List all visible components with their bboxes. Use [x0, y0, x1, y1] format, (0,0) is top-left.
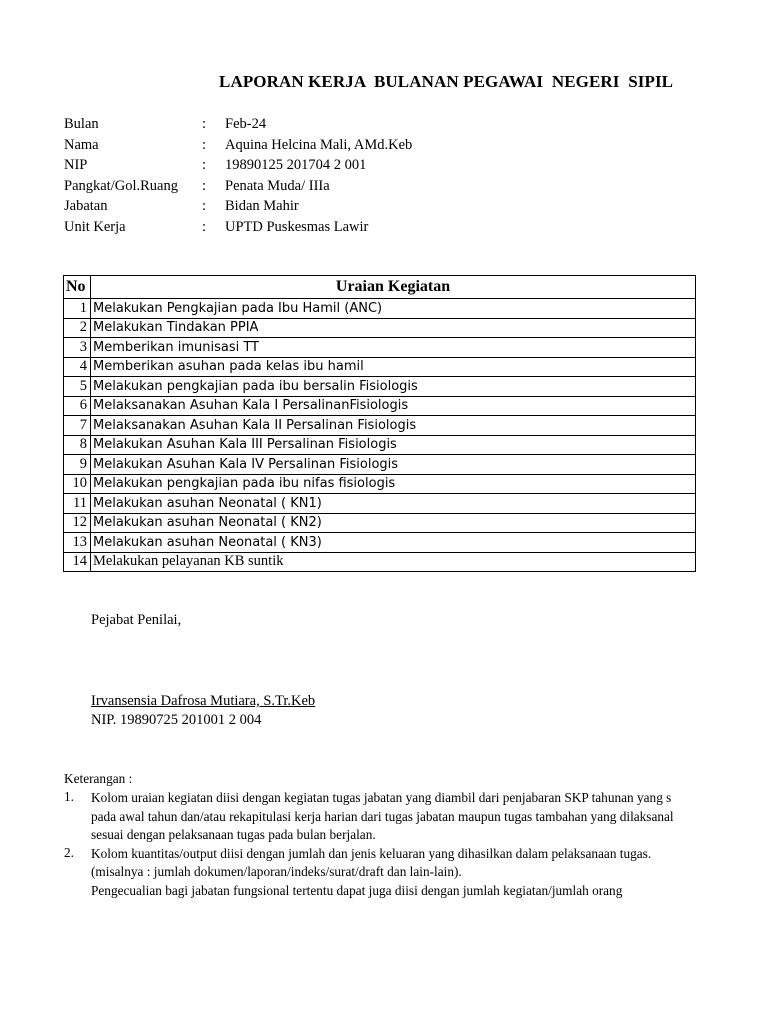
table-row: [64, 494, 696, 514]
note-item: [64, 789, 698, 845]
table-row: [64, 533, 696, 553]
row-description: Melakukan Asuhan Kala III Persalinan Fisiologis: [91, 435, 696, 455]
note-line: (misalnya : jumlah dokumen/laporan/indeks/surat/draft dan lain-lain).: [91, 864, 462, 879]
row-description: Melakukan Pengkajian pada Ibu Hamil (ANC): [91, 299, 696, 319]
note-line: Pengecualian bagi jabatan fungsional tertentu dapat juga diisi dengan jumlah kegiatan/jumlah orang: [91, 882, 623, 898]
row-number: 8: [64, 435, 91, 455]
row-description: Melakukan asuhan Neonatal ( KN2): [91, 513, 696, 533]
row-number: 1: [64, 299, 91, 319]
note-line: Kolom kuantitas/output diisi dengan jumlah dan jenis keluaran yang dihasilkan dalam pelaksanaan tugas.: [91, 845, 652, 861]
row-description: Melakukan pengkajian pada ibu bersalin Fisiologis: [91, 377, 696, 397]
row-number: 12: [64, 513, 91, 533]
table-row: [64, 299, 696, 319]
info-label: Nama: [64, 136, 99, 153]
table-row: [64, 474, 696, 494]
row-description: Melakukan pelayanan KB suntik: [91, 552, 696, 572]
signatory-nip: NIP. 19890725 201001 2 004: [91, 712, 262, 728]
info-value: UPTD Puskesmas Lawir: [225, 218, 369, 235]
table-row: [64, 416, 696, 436]
row-description: Melaksanakan Asuhan Kala II Persalinan Fisiologis: [91, 416, 696, 436]
table-row: [64, 552, 696, 572]
row-number: 11: [64, 494, 91, 514]
table-header-row: [64, 276, 696, 299]
activity-table: [63, 275, 696, 572]
notes-heading: Keterangan :: [64, 771, 133, 786]
row-number: 6: [64, 396, 91, 416]
row-number: 7: [64, 416, 91, 436]
row-description: Melakukan pengkajian pada ibu nifas fisiologis: [91, 474, 696, 494]
note-line: sesuai dengan pelaksanaan tugas pada bulan berjalan.: [91, 827, 376, 842]
info-label: Unit Kerja: [64, 218, 126, 235]
row-description: Memberikan asuhan pada kelas ibu hamil: [91, 357, 696, 377]
info-colon: :: [202, 136, 207, 153]
info-colon: :: [202, 116, 207, 132]
notes-section: [64, 769, 698, 900]
note-item: [64, 845, 698, 901]
row-description: Melaksanakan Asuhan Kala I PersalinanFisiologis: [91, 396, 696, 416]
table-row: [64, 318, 696, 338]
info-value: 19890125 201704 2 001: [225, 157, 367, 173]
table-row: [64, 435, 696, 455]
table-row: [64, 357, 696, 377]
info-label: Bulan: [64, 116, 99, 132]
row-number: 13: [64, 533, 91, 553]
note-line: pada awal tahun dan/atau rekapitulasi kerja harian dari tugas jabatan maupun tugas tambahan yang dilaksanal: [91, 808, 674, 824]
row-number: 3: [64, 338, 91, 358]
table-row: [64, 455, 696, 475]
info-colon: :: [202, 157, 207, 173]
info-value: Feb-24: [225, 116, 267, 132]
note-text: [91, 845, 698, 901]
note-line: Kolom uraian kegiatan diisi dengan kegiatan tugas jabatan yang diambil dari penjabaran SKP tahunan yang s: [91, 790, 672, 805]
table-row: [64, 377, 696, 397]
info-colon: :: [202, 198, 207, 214]
table-row: [64, 396, 696, 416]
info-label: Jabatan: [64, 198, 108, 214]
report-title: LAPORAN KERJA BULANAN PEGAWAI NEGERI SIPIL: [219, 72, 674, 91]
signatory-name: Irvansensia Dafrosa Mutiara, S.Tr.Keb: [91, 693, 316, 709]
signature-label: Pejabat Penilai,: [91, 612, 182, 628]
info-label: NIP: [64, 157, 88, 173]
row-number: 2: [64, 318, 91, 338]
info-colon: :: [202, 218, 207, 235]
info-colon: :: [202, 177, 207, 194]
row-description: Memberikan imunisasi TT: [91, 338, 696, 358]
row-number: 5: [64, 377, 91, 397]
note-number: 1.: [64, 789, 74, 804]
row-description: Melakukan Tindakan PPIA: [91, 318, 696, 338]
note-text: [91, 789, 698, 845]
column-header-no: No: [64, 276, 91, 299]
info-label: Pangkat/Gol.Ruang: [64, 177, 178, 194]
column-header-description: Uraian Kegiatan: [91, 276, 696, 299]
row-number: 4: [64, 357, 91, 377]
row-description: Melakukan asuhan Neonatal ( KN3): [91, 533, 696, 553]
info-value: Aquina Helcina Mali, AMd.Keb: [225, 136, 413, 153]
note-number: 2.: [64, 844, 74, 860]
row-number: 14: [64, 552, 91, 572]
row-description: Melakukan Asuhan Kala IV Persalinan Fisiologis: [91, 455, 696, 475]
table-row: [64, 338, 696, 358]
table-row: [64, 513, 696, 533]
info-value: Penata Muda/ IIIa: [225, 177, 330, 194]
row-description: Melakukan asuhan Neonatal ( KN1): [91, 494, 696, 514]
info-value: Bidan Mahir: [225, 198, 299, 214]
row-number: 10: [64, 474, 91, 494]
row-number: 9: [64, 455, 91, 475]
